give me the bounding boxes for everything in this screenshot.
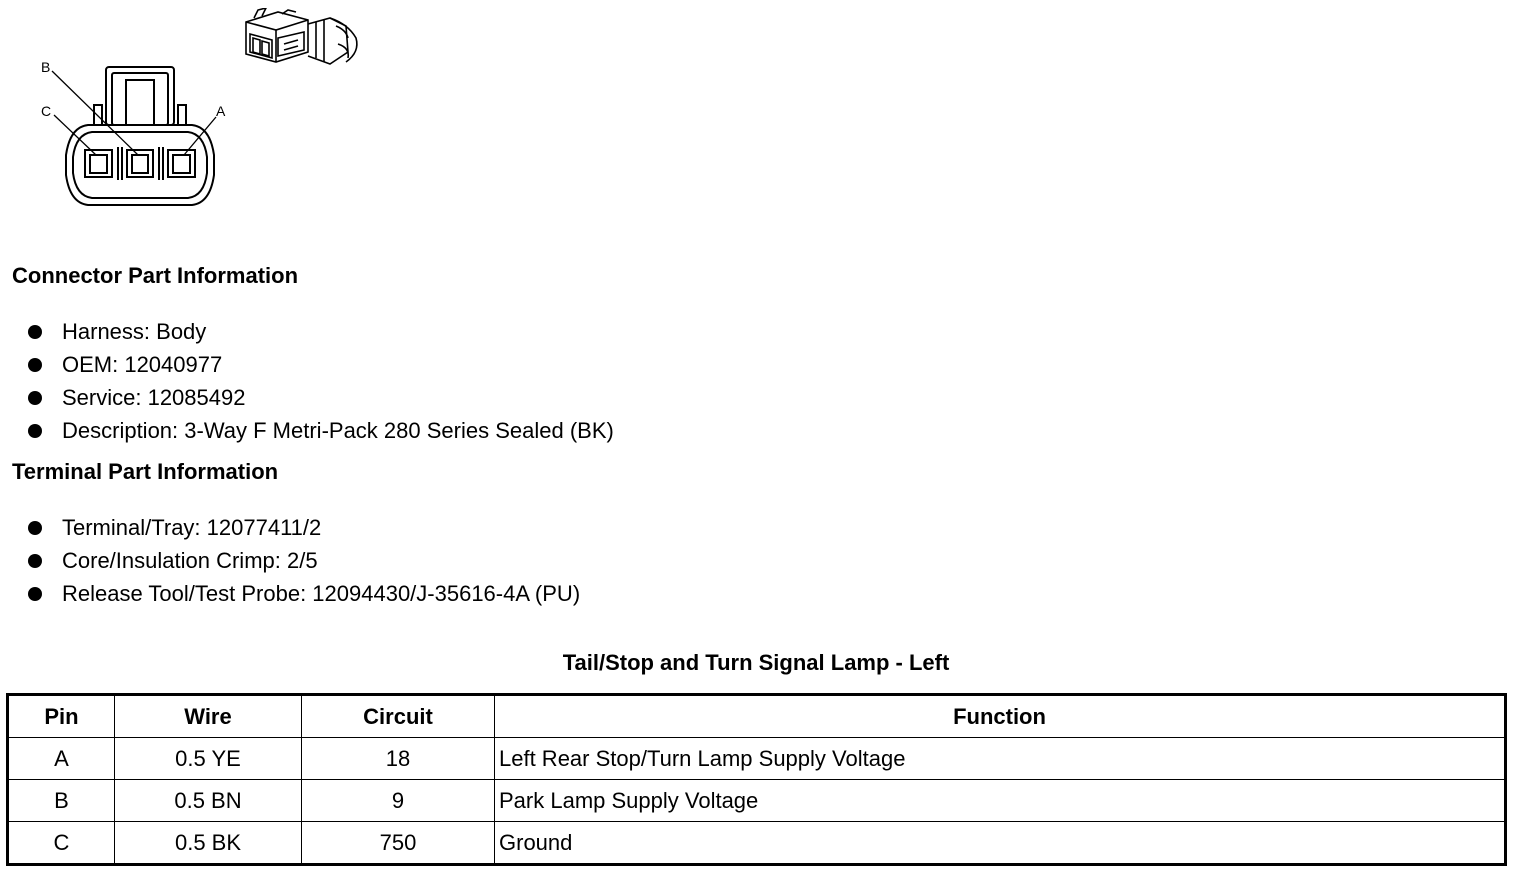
cell-circuit: 18 — [302, 738, 495, 780]
cell-pin: B — [8, 780, 115, 822]
bullet-icon — [28, 554, 42, 568]
header-circuit: Circuit — [302, 695, 495, 738]
list-item-text: Harness: Body — [62, 319, 207, 344]
pin-label-b: B — [41, 59, 51, 75]
cell-function: Park Lamp Supply Voltage — [495, 780, 1506, 822]
cell-function: Ground — [495, 822, 1506, 865]
connector-face-diagram — [30, 55, 230, 215]
list-item — [28, 511, 580, 544]
bullet-icon — [28, 424, 42, 438]
bullet-icon — [28, 358, 42, 372]
cell-circuit: 9 — [302, 780, 495, 822]
list-item — [28, 414, 614, 447]
list-item-text: Release Tool/Test Probe: 12094430/J-35616-4A (PU) — [62, 581, 581, 606]
cell-pin: C — [8, 822, 115, 865]
table-row — [8, 822, 1506, 865]
pinout-table — [6, 693, 1507, 866]
connector-info-list — [28, 315, 614, 447]
connector-info-heading: Connector Part Information — [12, 263, 299, 288]
bullet-icon — [28, 587, 42, 601]
pin-label-a: A — [216, 103, 226, 119]
header-pin: Pin — [8, 695, 115, 738]
list-item — [28, 315, 614, 348]
connector-isometric-illustration — [238, 8, 368, 88]
list-item-text: Service: 12085492 — [62, 385, 246, 410]
header-wire: Wire — [115, 695, 302, 738]
pin-label-c: C — [41, 103, 52, 119]
list-item-text: Terminal/Tray: 12077411/2 — [62, 515, 322, 540]
table-title: Tail/Stop and Turn Signal Lamp - Left — [562, 650, 950, 675]
terminal-info-list — [28, 511, 580, 610]
table-row — [8, 780, 1506, 822]
list-item — [28, 544, 580, 577]
cell-wire: 0.5 BN — [115, 780, 302, 822]
bullet-icon — [28, 325, 42, 339]
cell-function: Left Rear Stop/Turn Lamp Supply Voltage — [495, 738, 1506, 780]
bullet-icon — [28, 391, 42, 405]
table-row — [8, 738, 1506, 780]
table-header-row — [8, 695, 1506, 738]
list-item — [28, 577, 580, 610]
list-item-text: Core/Insulation Crimp: 2/5 — [62, 548, 318, 573]
list-item-text: OEM: 12040977 — [62, 352, 223, 377]
list-item — [28, 348, 614, 381]
list-item — [28, 381, 614, 414]
header-function: Function — [495, 695, 1506, 738]
cell-wire: 0.5 YE — [115, 738, 302, 780]
bullet-icon — [28, 521, 42, 535]
terminal-info-heading: Terminal Part Information — [12, 459, 279, 484]
cell-circuit: 750 — [302, 822, 495, 865]
list-item-text: Description: 3-Way F Metri-Pack 280 Series Sealed (BK) — [62, 418, 614, 443]
cell-wire: 0.5 BK — [115, 822, 302, 865]
cell-pin: A — [8, 738, 115, 780]
